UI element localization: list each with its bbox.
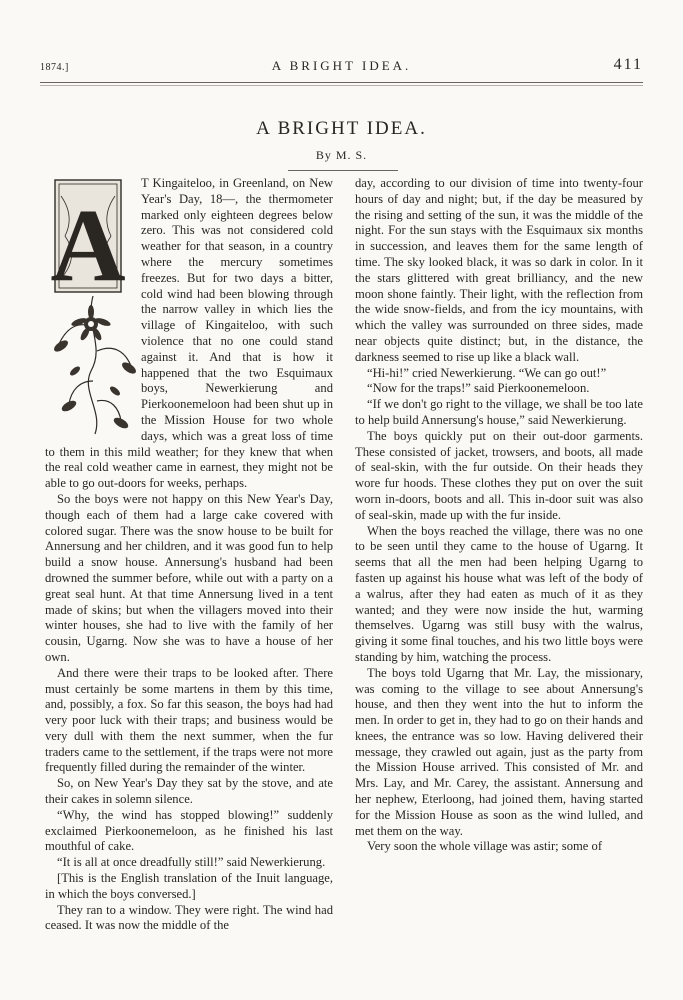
header-year: 1874.] — [40, 62, 69, 73]
byline-rule — [288, 170, 398, 171]
article-byline: By M. S. — [315, 148, 368, 162]
paragraph: “It is all at once dreadfully still!” said Newerkierung. — [57, 855, 326, 870]
paragraph: “Why, the wind has stopped blowing!” suddenly exclaimed Pierkoonemeloon, as he finished his last mouthful of cake. — [45, 807, 333, 854]
header-rule — [40, 82, 643, 83]
paragraph: The boys told Ugarng that Mr. Lay, the missionary, was coming to the village to see about Annersung's house, and then they went into the hut to inform the men. In order to get in, they had to go on their hands and knees, the entrance was so low. Having delivered their message, they crawled out again, just as the party from the Mission House arrived. This consisted of Mr. and Mrs. Lay, and Mr. Carey, the assistant. Annersung and her nephew, Eterloong, had joined them, having started for the Mission House as soon as the wind lulled, and met them on the way. — [355, 665, 643, 838]
paragraph: When the boys reached the village, there was no one to be seen until they came to the house of Ugarng. It seems that all the men had been helping Ugarng to fasten up against his house what was left of the body of a walrus, after they had eaten as much of it as they wanted; and they were now inside the hut, warming themselves. Ugarng was still busy with the walrus, giving it some final touches, and his two little boys were standing by him, watching the process. — [355, 523, 643, 664]
paragraph: The boys quickly put on their out-door garments. These consisted of jacket, trowsers, and boots, all made of seal-skin, with the fur outside. On their heads they wore fur hoods. These clothes they put on over the suit worn in-doors, boots and all. This in-door suit was also of seal-skin, made up with the fur inside. — [355, 428, 643, 522]
paragraph: “Hi-hi!” cried Newerkierung. “We can go out!” — [367, 365, 607, 380]
page-number: 411 — [613, 56, 643, 73]
article-title: A BRIGHT IDEA. — [256, 118, 427, 139]
paragraph: They ran to a window. They were right. The wind had ceased. It was now the middle of the — [45, 902, 333, 933]
leaf-ornament — [52, 338, 138, 430]
paragraph: So the boys were not happy on this New Year's Day, though each of them had a large cake covered with colored sugar. There was the snow house to be built for Annersung and her children, and it was good fun to help build a snow house. Annersung's husband had been drowned the summer before, while out with a party on a great seal hunt. At that time Annersung lived in a tent made of skins; but when the villagers moved into their winter houses, she had to live with the family of her cousin, Ugarng. Now she was to have a house of her own. — [45, 491, 333, 664]
paragraph: Very soon the whole village was astir; some of — [367, 839, 603, 854]
paragraph: “If we don't go right to the village, we shall be too late to help build Annersung's house,” said Newerkierung. — [355, 397, 643, 427]
illuminated-dropcap — [45, 176, 138, 436]
paragraph: “Now for the traps!” said Pierkoonemeloon. — [367, 381, 590, 396]
paragraph: T Kingaiteloo, in Greenland, on New Year's Day, 18—, the thermometer marked only eighteen degrees below zero. This was not considered cold weather for that season, in a country where the mercury sometimes freezes. But for two days a bitter, cold wind had been blowing through the narrow valley in which lies the village of Kingaiteloo, with such violence that no one could stand against it. And that is how it happened that the two Esquimaux boys, Newerkierung and Pierkoonemeloon had been shut up in the Mission House for two whole days, which was a great loss of time to them in this mild weather; for they knew that when the real cold weather came in earnest, they might not be able to go out-doors for weeks, perhaps. — [45, 176, 333, 491]
floral-vine-ornament — [59, 296, 131, 434]
paragraph: And there were their traps to be looked after. There must certainly be some martens in them by this time, and, possibly, a fox. So far this season, the boys had had very poor luck with their traps; and business would be very dull with them the next summer, when the fur traders came to the settlement, if the traps were not more frequently filled during the remainder of the winter. — [45, 665, 333, 775]
right-column — [355, 176, 643, 855]
running-title: A BRIGHT IDEA. — [271, 58, 412, 73]
flower-ornament — [70, 305, 111, 342]
header-rule-secondary — [40, 85, 643, 86]
dropcap-letter: A — [50, 188, 126, 303]
paragraph: day, according to our division of time into twenty-four hours of day and night; but, if the day be measured by the rising and setting of the sun, it was the middle of the night. For the sun stays with the Esquimaux six months in succession, and leaves them for the same length of time. The sky looked black, it was so dark in color. In it the stars glittered with great brilliancy, and the new moon shone faintly. Their light, with the reflection from the wide snow-fields, and from the icy mountains, with which the valley was surrounded on three sides, made near objects quite distinct; but, in the distance, the darkness seemed to rise up like a black wall. — [355, 176, 643, 364]
running-header — [40, 58, 643, 78]
paragraph: [This is the English translation of the Inuit language, in which the boys conversed.] — [45, 871, 333, 901]
paragraph: So, on New Year's Day they sat by the stove, and ate their cakes in solemn silence. — [45, 776, 333, 807]
left-column — [45, 176, 333, 934]
